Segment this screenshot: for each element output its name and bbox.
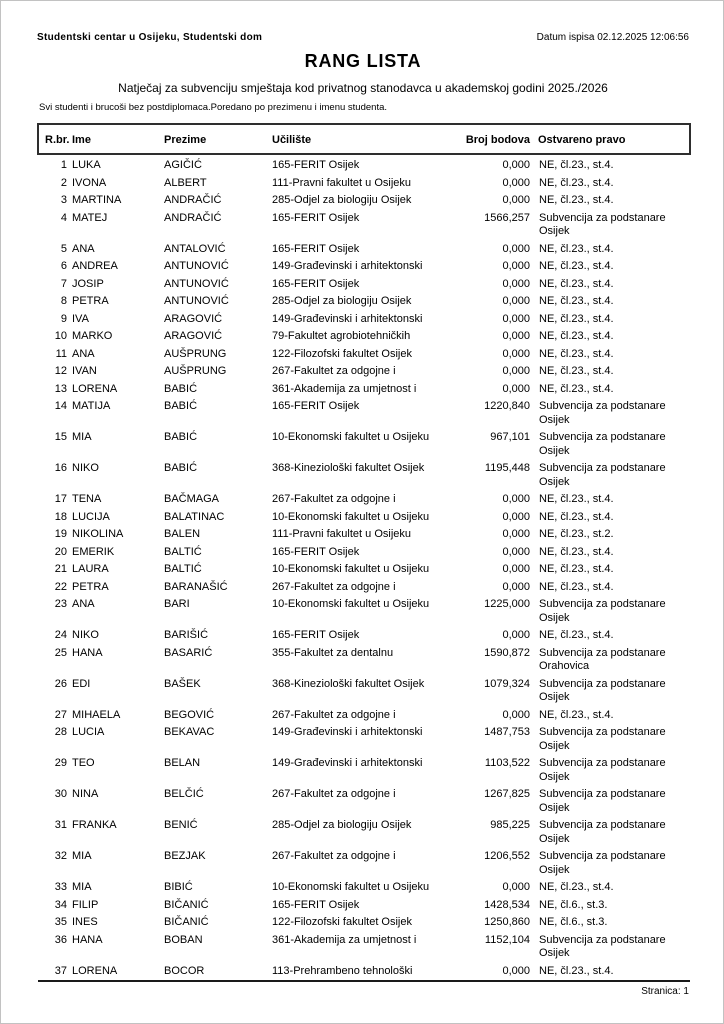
cell-bodovi: 0,000 <box>502 330 530 342</box>
cell-pravo: NE, čl.23., st.4. <box>539 881 614 893</box>
cell-pravo: Subvencija za podstanare Osijek <box>539 850 666 876</box>
cell-uciliste: 368-Kineziološki fakultet Osijek <box>272 462 425 474</box>
cell-bodovi: 0,000 <box>502 312 530 325</box>
cell-uciliste: 149-Građevinski i arhitektonski <box>272 757 423 769</box>
table-row <box>38 544 690 562</box>
cell-ime: EMERIK <box>72 545 115 558</box>
cell-rbr: 35 <box>54 916 67 928</box>
cell-rbr: 17 <box>54 493 67 505</box>
cell-prezime: BARANAŠIĆ <box>164 580 228 593</box>
cell-pravo: NE, čl.23., st.4. <box>539 629 614 641</box>
cell-ime: MIA <box>72 431 92 443</box>
cell-ime: MATEJ <box>72 211 108 224</box>
cell-uciliste: 149-Građevinski i arhitektonski <box>272 726 423 738</box>
table-row <box>38 932 690 963</box>
table-row <box>38 786 690 817</box>
cell-pravo: NE, čl.23., st.4. <box>539 365 614 377</box>
table-row <box>38 561 690 579</box>
table-row <box>38 897 690 915</box>
cell-uciliste: 10-Ekonomski fakultet u Osijeku <box>272 431 430 443</box>
cell-rbr: 16 <box>54 462 67 474</box>
cell-bodovi: 0,000 <box>502 563 530 575</box>
table-row <box>38 460 690 491</box>
table-row <box>38 848 690 879</box>
cell-prezime: BALATINAC <box>164 510 225 523</box>
cell-bodovi: 1195,448 <box>484 462 530 474</box>
document-page <box>1 1 723 998</box>
cell-pravo: Subvencija za podstanare Osijek <box>539 598 666 624</box>
cell-uciliste: 361-Akademija za umjetnost i <box>272 933 417 946</box>
org-title: Studentski centar u Osijeku, Studentski dom <box>37 32 263 43</box>
cell-pravo: NE, čl.23., st.4. <box>539 347 614 360</box>
cell-ime: MATIJA <box>72 400 111 412</box>
table-header-row <box>38 124 690 154</box>
cell-pravo: NE, čl.23., st.4. <box>539 194 614 206</box>
cell-pravo: Subvencija za podstanare Osijek <box>539 677 666 703</box>
cell-bodovi: 0,000 <box>502 295 530 307</box>
cell-uciliste: 111-Pravni fakultet u Osijeku <box>272 528 411 540</box>
cell-ime: NIKO <box>72 462 99 474</box>
table-row <box>38 645 690 676</box>
table-row <box>38 363 690 381</box>
cell-rbr: 3 <box>60 194 67 206</box>
cell-prezime: BEKAVAC <box>164 726 215 738</box>
cell-prezime: BARI <box>164 598 190 610</box>
cell-rbr: 6 <box>60 260 67 272</box>
cell-bodovi: 1152,104 <box>484 933 530 946</box>
table-row <box>38 346 690 364</box>
cell-bodovi: 1267,825 <box>484 788 530 800</box>
cell-rbr: 2 <box>60 176 67 189</box>
cell-ime: ANDREA <box>72 260 118 272</box>
cell-uciliste: 165-FERIT Osijek <box>272 159 360 171</box>
cell-pravo: NE, čl.23., st.4. <box>539 242 614 255</box>
cell-rbr: 12 <box>54 365 67 377</box>
cell-prezime: BALTIĆ <box>164 545 202 558</box>
cell-bodovi: 985,225 <box>490 819 530 831</box>
cell-bodovi: 0,000 <box>502 528 530 540</box>
cell-bodovi: 1566,257 <box>484 211 530 224</box>
cell-ime: FRANKA <box>72 819 117 831</box>
cell-prezime: BABIĆ <box>164 431 198 443</box>
cell-ime: INES <box>72 916 98 928</box>
cell-rbr: 30 <box>54 788 67 800</box>
cell-rbr: 4 <box>60 211 67 224</box>
cell-rbr: 34 <box>54 898 67 911</box>
cell-ime: PETRA <box>72 580 109 593</box>
table-row <box>38 879 690 897</box>
cell-prezime: BALEN <box>164 528 201 540</box>
cell-pravo: Subvencija za podstanare Orahovica <box>539 646 666 672</box>
cell-rbr: 31 <box>54 819 67 831</box>
table-row <box>38 175 690 193</box>
table-row <box>38 154 690 175</box>
table-row <box>38 596 690 627</box>
cell-pravo: NE, čl.23., st.4. <box>539 176 614 189</box>
table-row <box>38 724 690 755</box>
cell-prezime: ARAGOVIĆ <box>164 312 223 325</box>
cell-uciliste: 165-FERIT Osijek <box>272 545 360 558</box>
col-header-bodovi: Broj bodova <box>460 124 538 154</box>
page-subtitle: Natječaj za subvenciju smještaja kod privatnog stanodavca u akademskoj godini 2025./2026 <box>118 81 608 95</box>
cell-rbr: 29 <box>54 757 67 769</box>
cell-ime: MIHAELA <box>72 708 121 721</box>
cell-prezime: ARAGOVIĆ <box>164 330 223 342</box>
cell-rbr: 27 <box>54 708 67 721</box>
cell-bodovi: 0,000 <box>502 510 530 523</box>
cell-uciliste: 149-Građevinski i arhitektonski <box>272 312 423 325</box>
cell-ime: IVAN <box>72 365 97 377</box>
table-row <box>38 328 690 346</box>
cell-uciliste: 285-Odjel za biologiju Osijek <box>272 295 412 307</box>
cell-pravo: Subvencija za podstanare Osijek <box>539 726 666 752</box>
table-row <box>38 526 690 544</box>
cell-rbr: 8 <box>60 295 67 307</box>
cell-pravo: NE, čl.23., st.4. <box>539 159 614 171</box>
cell-uciliste: 10-Ekonomski fakultet u Osijeku <box>272 510 430 523</box>
cell-bodovi: 0,000 <box>502 493 530 505</box>
cell-uciliste: 111-Pravni fakultet u Osijeku <box>272 176 411 189</box>
table-row <box>38 914 690 932</box>
cell-ime: LORENA <box>72 382 118 395</box>
cell-bodovi: 1487,753 <box>484 726 530 738</box>
cell-prezime: ANTUNOVIĆ <box>164 260 229 272</box>
cell-prezime: BIBIĆ <box>164 881 193 893</box>
cell-bodovi: 1220,840 <box>484 400 530 412</box>
cell-bodovi: 1103,522 <box>484 757 530 769</box>
cell-prezime: BELAN <box>164 757 201 769</box>
cell-bodovi: 0,000 <box>502 382 530 395</box>
cell-rbr: 26 <box>54 677 67 690</box>
cell-pravo: NE, čl.23., st.4. <box>539 580 614 593</box>
cell-pravo: Subvencija za podstanare Osijek <box>539 933 666 959</box>
cell-ime: NIKO <box>72 629 99 641</box>
cell-uciliste: 165-FERIT Osijek <box>272 629 360 641</box>
cell-uciliste: 165-FERIT Osijek <box>272 898 360 911</box>
table-row <box>38 491 690 509</box>
col-header-ime: Ime <box>72 124 164 154</box>
cell-rbr: 25 <box>54 646 67 659</box>
cell-uciliste: 361-Akademija za umjetnost i <box>272 382 417 395</box>
cell-pravo: NE, čl.23., st.4. <box>539 545 614 558</box>
cell-ime: ANA <box>72 598 95 610</box>
cell-ime: EDI <box>72 677 91 690</box>
cell-rbr: 10 <box>54 330 67 342</box>
cell-uciliste: 79-Fakultet agrobiotehničkih <box>272 330 411 342</box>
cell-rbr: 19 <box>54 528 67 540</box>
cell-prezime: BENIĆ <box>164 819 198 831</box>
cell-uciliste: 165-FERIT Osijek <box>272 400 360 412</box>
cell-pravo: Subvencija za podstanare Osijek <box>539 400 666 426</box>
table-row <box>38 276 690 294</box>
cell-pravo: Subvencija za podstanare Osijek <box>539 788 666 814</box>
criteria-note: Svi studenti i brucoši bez postdiplomaca.Poredano po prezimenu i imenu studenta. <box>39 102 388 113</box>
cell-uciliste: 149-Građevinski i arhitektonski <box>272 260 423 272</box>
cell-pravo: NE, čl.6., st.3. <box>539 898 608 911</box>
cell-ime: FILIP <box>72 898 99 911</box>
cell-ime: JOSIP <box>72 277 104 290</box>
table-row <box>38 707 690 725</box>
cell-bodovi: 0,000 <box>502 347 530 360</box>
cell-rbr: 21 <box>54 563 67 575</box>
cell-uciliste: 267-Fakultet za odgojne i <box>272 850 396 862</box>
cell-prezime: ANDRAČIĆ <box>164 211 222 224</box>
cell-rbr: 9 <box>60 312 67 325</box>
cell-rbr: 13 <box>54 382 67 395</box>
cell-prezime: ANTUNOVIĆ <box>164 295 229 307</box>
cell-pravo: NE, čl.23., st.4. <box>539 510 614 523</box>
cell-prezime: AUŠPRUNG <box>164 365 227 377</box>
cell-bodovi: 0,000 <box>502 545 530 558</box>
cell-rbr: 18 <box>54 510 67 523</box>
cell-uciliste: 122-Filozofski fakultet Osijek <box>272 347 412 360</box>
rank-table <box>37 123 691 982</box>
table-row <box>38 381 690 399</box>
cell-uciliste: 165-FERIT Osijek <box>272 211 360 224</box>
cell-uciliste: 267-Fakultet za odgojne i <box>272 788 396 800</box>
cell-prezime: BEZJAK <box>164 850 206 862</box>
cell-bodovi: 0,000 <box>502 708 530 721</box>
cell-rbr: 7 <box>60 277 67 290</box>
cell-rbr: 24 <box>54 629 67 641</box>
document-header <box>37 32 689 44</box>
cell-rbr: 37 <box>54 964 67 977</box>
cell-rbr: 11 <box>55 347 67 360</box>
cell-bodovi: 0,000 <box>502 277 530 290</box>
cell-rbr: 32 <box>54 850 67 862</box>
cell-bodovi: 0,000 <box>502 159 530 171</box>
table-row <box>38 398 690 429</box>
cell-uciliste: 10-Ekonomski fakultet u Osijeku <box>272 598 430 610</box>
col-header-prezime: Prezime <box>164 124 272 154</box>
cell-bodovi: 0,000 <box>502 629 530 641</box>
cell-prezime: BALTIĆ <box>164 563 202 575</box>
cell-uciliste: 368-Kineziološki fakultet Osijek <box>272 677 425 690</box>
cell-ime: ANA <box>72 347 95 360</box>
cell-rbr: 33 <box>54 881 67 893</box>
cell-bodovi: 0,000 <box>502 580 530 593</box>
table-row <box>38 192 690 210</box>
cell-ime: ANA <box>72 242 95 255</box>
cell-rbr: 14 <box>54 400 67 412</box>
table-row <box>38 258 690 276</box>
col-header-pravo: Ostvareno pravo <box>538 124 690 154</box>
cell-ime: MARTINA <box>72 194 122 206</box>
cell-prezime: BABIĆ <box>164 382 198 395</box>
cell-prezime: BIČANIĆ <box>164 916 209 928</box>
cell-pravo: NE, čl.23., st.4. <box>539 493 614 505</box>
table-row <box>38 676 690 707</box>
cell-bodovi: 1079,324 <box>484 677 530 690</box>
cell-rbr: 5 <box>60 242 67 255</box>
col-header-rbr: R.br. <box>38 124 72 154</box>
cell-prezime: BOCOR <box>164 964 205 977</box>
cell-prezime: BAŠEK <box>164 677 201 690</box>
cell-bodovi: 0,000 <box>502 194 530 206</box>
cell-uciliste: 267-Fakultet za odgojne i <box>272 493 396 505</box>
cell-uciliste: 165-FERIT Osijek <box>272 277 360 290</box>
cell-bodovi: 0,000 <box>502 365 530 377</box>
cell-prezime: AUŠPRUNG <box>164 347 227 360</box>
table-row <box>38 429 690 460</box>
cell-pravo: NE, čl.23., st.2. <box>539 528 614 540</box>
cell-uciliste: 355-Fakultet za dentalnu <box>272 646 394 659</box>
cell-bodovi: 0,000 <box>502 881 530 893</box>
cell-bodovi: 0,000 <box>502 260 530 272</box>
cell-pravo: NE, čl.23., st.4. <box>539 563 614 575</box>
cell-bodovi: 0,000 <box>502 964 530 977</box>
cell-ime: HANA <box>72 646 103 659</box>
cell-prezime: ANDRAČIĆ <box>164 194 222 206</box>
cell-ime: MIA <box>72 850 92 862</box>
cell-pravo: NE, čl.23., st.4. <box>539 277 614 290</box>
cell-prezime: BOBAN <box>164 933 203 946</box>
cell-rbr: 15 <box>54 431 67 443</box>
cell-rbr: 23 <box>54 598 67 610</box>
cell-uciliste: 267-Fakultet za odgojne i <box>272 580 396 593</box>
cell-bodovi: 1590,872 <box>484 646 530 659</box>
table-row <box>38 293 690 311</box>
cell-rbr: 1 <box>60 159 67 171</box>
cell-prezime: BABIĆ <box>164 462 198 474</box>
cell-uciliste: 267-Fakultet za odgojne i <box>272 365 396 377</box>
cell-prezime: ALBERT <box>164 176 207 189</box>
cell-ime: LAURA <box>72 563 109 575</box>
cell-rbr: 22 <box>54 580 67 593</box>
table-row <box>38 963 690 982</box>
cell-uciliste: 122-Filozofski fakultet Osijek <box>272 916 412 928</box>
cell-pravo: NE, čl.23., st.4. <box>539 312 614 325</box>
cell-ime: HANA <box>72 933 103 946</box>
cell-bodovi: 0,000 <box>502 242 530 255</box>
table-row <box>38 509 690 527</box>
cell-pravo: NE, čl.23., st.4. <box>539 295 614 307</box>
table-row <box>38 311 690 329</box>
cell-bodovi: 967,101 <box>490 431 530 443</box>
cell-bodovi: 1428,534 <box>484 898 530 911</box>
cell-pravo: NE, čl.23., st.4. <box>539 964 614 977</box>
cell-ime: NIKOLINA <box>72 528 124 540</box>
cell-uciliste: 285-Odjel za biologiju Osijek <box>272 819 412 831</box>
cell-pravo: NE, čl.6., st.3. <box>539 916 608 928</box>
cell-prezime: ANTUNOVIĆ <box>164 277 229 290</box>
cell-rbr: 20 <box>54 545 67 558</box>
cell-prezime: BAČMAGA <box>164 493 220 505</box>
cell-prezime: BABIĆ <box>164 400 198 412</box>
cell-pravo: Subvencija za podstanare Osijek <box>539 431 666 457</box>
cell-pravo: Subvencija za podstanare Osijek <box>539 757 666 783</box>
cell-prezime: AGIČIĆ <box>164 159 202 171</box>
cell-uciliste: 10-Ekonomski fakultet u Osijeku <box>272 881 430 893</box>
cell-ime: LUKA <box>72 159 101 171</box>
table-row <box>38 210 690 241</box>
cell-ime: IVONA <box>72 176 107 189</box>
cell-pravo: Subvencija za podstanare Osijek <box>539 819 666 845</box>
cell-ime: PETRA <box>72 295 109 307</box>
print-date: Datum ispisa 02.12.2025 12:06:56 <box>536 32 689 43</box>
cell-uciliste: 113-Prehrambeno tehnološki <box>272 964 413 977</box>
table-row <box>38 755 690 786</box>
col-header-uciliste: Učilište <box>272 124 460 154</box>
table-row <box>38 627 690 645</box>
cell-ime: LUCIJA <box>72 510 110 523</box>
cell-ime: NINA <box>72 788 99 800</box>
cell-prezime: BEGOVIĆ <box>164 708 215 721</box>
cell-rbr: 28 <box>54 726 67 738</box>
cell-ime: TENA <box>72 493 102 505</box>
cell-pravo: Subvencija za podstanare Osijek <box>539 462 666 488</box>
rank-table-body <box>38 154 690 981</box>
cell-ime: MIA <box>72 881 92 893</box>
cell-ime: MARKO <box>72 330 113 342</box>
cell-pravo: NE, čl.23., st.4. <box>539 382 614 395</box>
cell-bodovi: 0,000 <box>502 176 530 189</box>
cell-uciliste: 165-FERIT Osijek <box>272 242 360 255</box>
cell-ime: IVA <box>72 312 89 325</box>
table-row <box>38 817 690 848</box>
table-row <box>38 579 690 597</box>
cell-ime: TEO <box>72 757 95 769</box>
table-row <box>38 241 690 259</box>
cell-pravo: NE, čl.23., st.4. <box>539 708 614 721</box>
cell-uciliste: 267-Fakultet za odgojne i <box>272 708 396 721</box>
cell-uciliste: 285-Odjel za biologiju Osijek <box>272 194 412 206</box>
cell-rbr: 36 <box>54 933 67 946</box>
cell-bodovi: 1250,860 <box>484 916 530 928</box>
cell-prezime: BASARIĆ <box>164 646 213 659</box>
page-number: Stranica: 1 <box>641 986 689 997</box>
cell-pravo: Subvencija za podstanare Osijek <box>539 211 666 237</box>
cell-pravo: NE, čl.23., st.4. <box>539 330 614 342</box>
cell-bodovi: 1206,552 <box>484 850 530 862</box>
cell-bodovi: 1225,000 <box>484 598 530 610</box>
page-title: RANG LISTA <box>304 51 422 71</box>
cell-ime: LORENA <box>72 964 118 977</box>
cell-uciliste: 10-Ekonomski fakultet u Osijeku <box>272 563 430 575</box>
cell-prezime: BARIŠIĆ <box>164 629 209 641</box>
cell-prezime: BELČIĆ <box>164 788 204 800</box>
cell-ime: LUCIA <box>72 726 105 738</box>
cell-prezime: BIČANIĆ <box>164 898 209 911</box>
cell-prezime: ANTALOVIĆ <box>164 242 226 255</box>
cell-pravo: NE, čl.23., st.4. <box>539 260 614 272</box>
